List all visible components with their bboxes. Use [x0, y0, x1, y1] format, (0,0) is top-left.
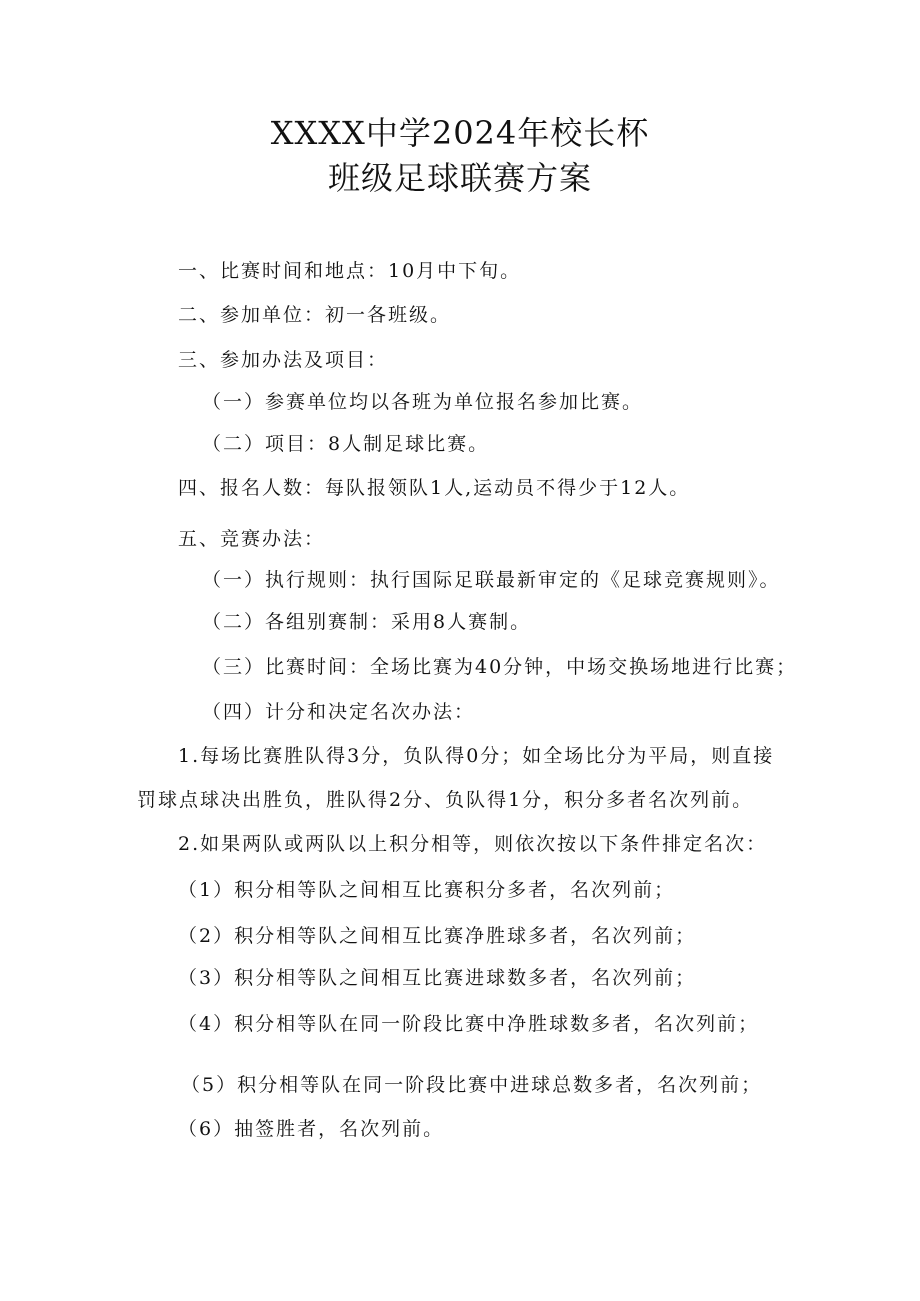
section-4-registration: 四、报名人数：每队报领队1人,运动员不得少于12人。: [178, 477, 691, 499]
section-5-heading: 五、竞赛办法：: [178, 528, 326, 550]
section-5-item-3: （三）比赛时间：全场比赛为40分钟，中场交换场地进行比赛；: [202, 656, 798, 678]
scoring-rule-1: 1.每场比赛胜队得3分，负队得0分；如全场比分为平局，则直接: [178, 745, 775, 767]
ranking-condition-3: （3）积分相等队之间相互比赛进球数多者，名次列前；: [178, 967, 697, 989]
ranking-condition-6: （6）抽签胜者，名次列前。: [178, 1118, 445, 1140]
section-1-time-place: 一、比赛时间和地点：10月中下旬。: [178, 260, 522, 282]
ranking-condition-1: （1）积分相等队之间相互比赛积分多者，名次列前；: [178, 879, 676, 901]
section-5-item-2: （二）各组别赛制：采用8人赛制。: [202, 611, 532, 633]
section-3-item-2: （二）项目：8人制足球比赛。: [202, 433, 490, 455]
ranking-condition-5: （5）积分相等队在同一阶段比赛中进球总数多者，名次列前；: [181, 1074, 763, 1096]
scoring-rule-1-continued: 罚球点球决出胜负，胜队得2分、负队得1分，积分多者名次列前。: [137, 789, 754, 811]
section-2-participants: 二、参加单位：初一各班级。: [178, 304, 452, 326]
ranking-condition-2: （2）积分相等队之间相互比赛净胜球多者，名次列前；: [178, 925, 697, 947]
section-3-heading: 三、参加办法及项目：: [178, 349, 389, 371]
section-5-item-1: （一）执行规则：执行国际足联最新审定的《足球竞赛规则》。: [202, 569, 781, 591]
document-title-line-2: 班级足球联赛方案: [327, 159, 592, 197]
document-title-line-1: XXXX中学2024年校长杯: [270, 114, 650, 152]
section-5-item-4: （四）计分和决定名次办法：: [202, 701, 476, 723]
section-3-item-1: （一）参赛单位均以各班为单位报名参加比赛。: [202, 391, 644, 413]
scoring-rule-2: 2.如果两队或两队以上积分相等，则依次按以下条件排定名次：: [178, 833, 768, 855]
ranking-condition-4: （4）积分相等队在同一阶段比赛中净胜球数多者，名次列前；: [178, 1013, 760, 1035]
